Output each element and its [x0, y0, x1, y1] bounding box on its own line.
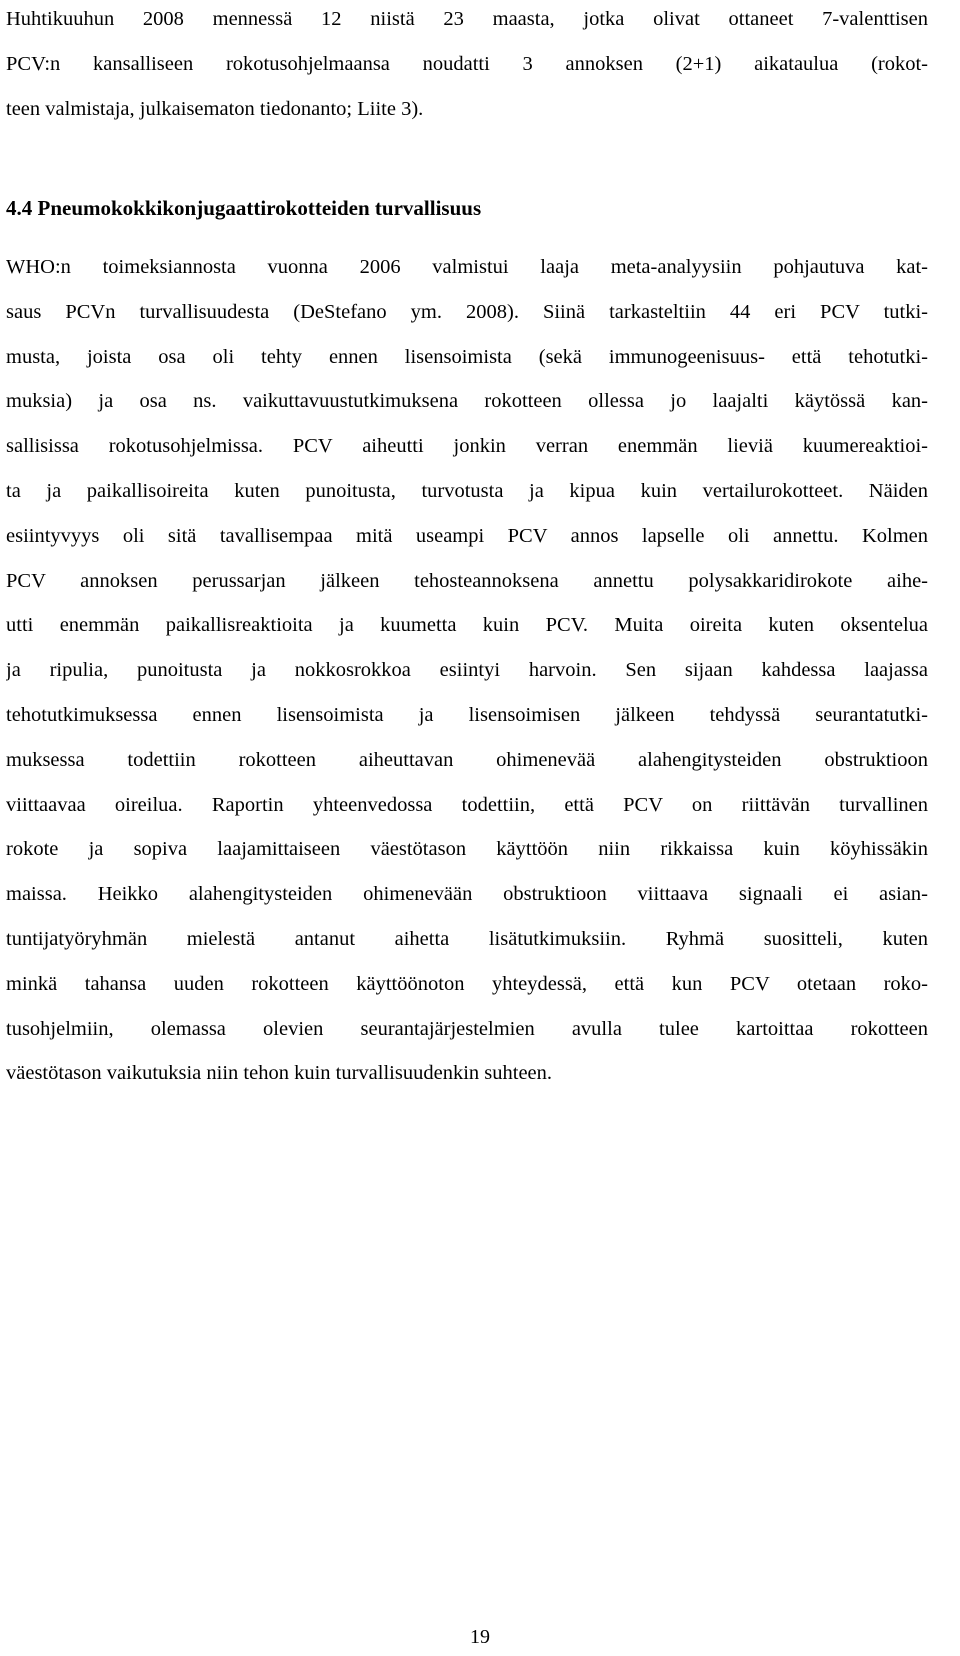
text-line: muksia) ja osa ns. vaikuttavuustutkimuksena rokotteen ollessa jo laajalti käytössä kan-	[6, 390, 928, 413]
text-line: sallisissa rokotusohjelmissa. PCV aiheutti jonkin verran enemmän lieviä kuumereaktioi-	[6, 435, 928, 458]
text-line: esiintyvyys oli sitä tavallisempaa mitä useampi PCV annos lapselle oli annettu. Kolmen	[6, 524, 928, 547]
text-line: väestötason vaikutuksia niin tehon kuin turvallisuudenkin suhteen.	[6, 1062, 553, 1085]
intro-paragraph	[6, 0, 928, 131]
text-line: rokote ja sopiva laajamittaiseen väestötason käyttöön niin rikkaissa kuin köyhissäkin	[6, 838, 928, 861]
text-line: PCV annoksen perussarjan jälkeen tehosteannoksena annettu polysakkaridirokote aihe-	[6, 569, 928, 592]
text-line: tehotutkimuksessa ennen lisensoimista ja lisensoimisen jälkeen tehdyssä seurantatutki-	[6, 703, 928, 726]
text-line: ta ja paikallisoireita kuten punoitusta, turvotusta ja kipua kuin vertailurokotteet. Näiden	[6, 479, 928, 502]
text-line: PCV:n kansalliseen rokotusohjelmaansa noudatti 3 annoksen (2+1) aikataulua (rokot-	[6, 52, 928, 75]
text-line: Huhtikuuhun 2008 mennessä 12 niistä 23 maasta, jotka olivat ottaneet 7-valenttisen	[6, 8, 928, 30]
body-paragraph	[6, 245, 928, 1096]
text-line: tuntijatyöryhmän mielestä antanut aihetta lisätutkimuksiin. Ryhmä suositteli, kuten	[6, 927, 928, 950]
text-line: minkä tahansa uuden rokotteen käyttöönoton yhteydessä, että kun PCV otetaan roko-	[6, 972, 928, 995]
text-line: muksessa todettiin rokotteen aiheuttavan ohimenevää alahengitysteiden obstruktioon	[6, 748, 928, 771]
text-line: WHO:n toimeksiannosta vuonna 2006 valmistui laaja meta-analyysiin pohjautuva kat-	[6, 256, 928, 278]
text-line: musta, joista osa oli tehty ennen lisensoimista (sekä immunogeenisuus- että tehotutki-	[6, 345, 928, 368]
text-line: tusohjelmiin, olemassa olevien seurantajärjestelmien avulla tulee kartoittaa rokotteen	[6, 1017, 928, 1040]
text-line: saus PCVn turvallisuudesta (DeStefano ym. 2008). Siinä tarkasteltiin 44 eri PCV tutki-	[6, 300, 928, 323]
text-line: utti enemmän paikallisreaktioita ja kuumetta kuin PCV. Muita oireita kuten oksentelua	[6, 614, 928, 637]
text-line: viittaavaa oireilua. Raportin yhteenvedossa todettiin, että PCV on riittävän turvallinen	[6, 793, 928, 816]
text-line: ja ripulia, punoitusta ja nokkosrokkoa esiintyi harvoin. Sen sijaan kahdessa laajassa	[6, 659, 928, 682]
text-line: maissa. Heikko alahengitysteiden ohimenevään obstruktioon viittaava signaali ei asian-	[6, 883, 928, 906]
text-line: teen valmistaja, julkaisematon tiedonanto; Liite 3).	[6, 97, 424, 120]
section-heading: 4.4 Pneumokokkikonjugaattirokotteiden turvallisuus	[6, 196, 482, 220]
page-number: 19	[470, 1626, 490, 1648]
